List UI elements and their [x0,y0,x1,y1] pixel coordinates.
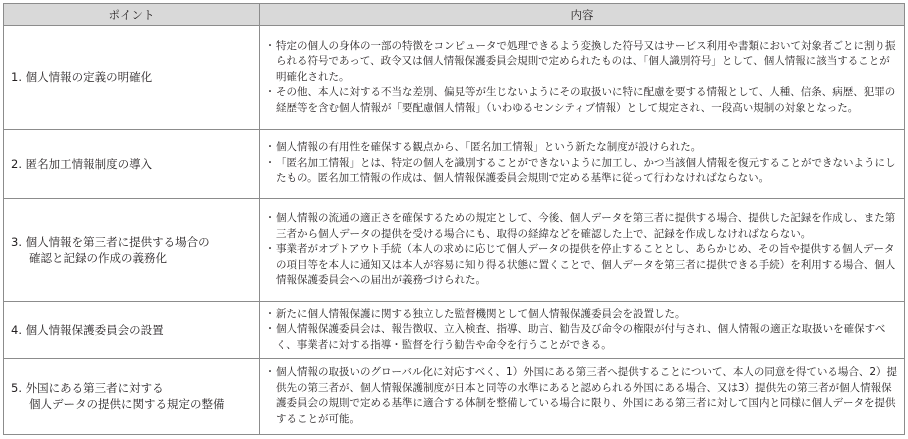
content-cell [260,26,905,130]
content-column-header: 内容 [260,4,905,26]
point-label: 1. 個人情報の定義の明確化 [11,70,153,85]
content-cell [260,358,905,434]
bullet-mark: ・ [264,323,276,336]
point-cell [4,358,260,434]
point-label: 3. 個人情報を第三者に提供する場合の [11,234,210,249]
point-label-continued: 確認と記録の作成の義務化 [29,250,167,265]
point-column-header: ポイント [4,4,260,26]
table-row [4,26,905,130]
bullet-item [264,39,898,86]
header-row [4,4,905,26]
bullet-text: 特定の個人の身体の一部の特徴をコンピュータで処理できるよう変換した符号又はサービス利用や書類において対象者ごとに割り振られる符号であって、政令又は個人情報保護委員会規則で定められたものは、「個人識別符号」として、個人情報に該当することが明確化された。 [276,39,896,83]
point-label: 5. 外国にある第三者に対する [11,381,164,396]
bullet-mark: ・ [264,141,276,154]
point-cell [4,302,260,359]
table-row [4,129,905,198]
content-cell [260,302,905,359]
bullet-text: 「匿名加工情報」とは、特定の個人を識別することができないように加工し、かつ当該個人情報を復元することができないようにしたもの。匿名加工情報の作成は、個人情報保護委員会規則で定める基準に従って行わなければならない。 [276,156,896,185]
bullet-item [264,211,898,242]
bullet-mark: ・ [264,39,276,52]
bullet-item [264,307,898,323]
point-label: 2. 匿名加工情報制度の導入 [11,156,153,171]
bullet-text: 事業者がオプトアウト手続（本人の求めに応じて個人データの提供を停止することとし、あらかじめ、その旨や提供する個人データの項目等を本人に通知又は本人が容易に知り得る状態に置くことで、個人データを第三者に提供できる手続）を利用する場合、個人情報保護委員会への届出が義務づけられた。 [276,243,896,287]
bullet-item [264,322,898,353]
bullet-text: 個人情報保護委員会は、報告徴収、立入検査、指導、助言、勧告及び命令の権限が付与され、個人情報の適正な取扱いを確保すべく、事業者に対する指導・監督を行う勧告や命令を行うことができる。 [276,323,886,351]
bullet-text: 個人情報の取扱いのグローバル化に対応すべく、1）外国にある第三者へ提供することについて、本人の同意を得ている場合、2）提供先の第三者が、個人情報保護制度が日本と同等の水準にあると認められる外国にある場合、又は3）提供先の第三者が個人情報保護委員会の規則で定める基準に適合する体制を整備している場合に限り、外国にある第三者に対して国内と同様に個人データを提供することが可能。 [276,366,897,425]
bullet-text: 個人情報の流通の適正さを確保するための規定として、今後、個人データを第三者に提供する場合、提供した記録を作成し、また第三者から個人データの提供を受ける場合にも、取得の経緯などを確認した上で、記録を作成しなければならない。 [276,212,896,240]
bullet-text: 新たに個人情報保護に関する独立した監督機関として個人情報保護委員会を設置した。 [276,307,686,320]
point-label-continued: 個人データの提供に関する規定の整備 [29,397,225,412]
content-cell [260,198,905,302]
bullet-item [264,365,898,427]
point-cell [4,26,260,130]
bullet-mark: ・ [264,307,276,320]
bullet-item [264,242,898,289]
point-cell [4,198,260,302]
bullet-mark: ・ [264,156,276,169]
table-row [4,302,905,359]
bullet-item [264,140,898,156]
bullet-mark: ・ [264,86,276,98]
table-row [4,358,905,434]
bullet-text: 個人情報の有用性を確保する観点から、「匿名加工情報」という新たな制度が設けられた。 [276,141,702,154]
point-label: 4. 個人情報保護委員会の設置 [11,322,164,337]
bullet-item [264,85,898,116]
content-cell [260,129,905,198]
bullet-text: その他、本人に対する不当な差別、偏見等が生じないようにその取扱いに特に配慮を要する情報として、人種、信条、病歴、犯罪の経歴等を含む個人情報が「要配慮個人情報」（いわゆるセンシティブ情報）として規定され、一段高い規制の対象となった。 [276,86,896,114]
bullet-item [264,156,898,187]
bullet-mark: ・ [264,212,276,225]
privacy-law-points-table [3,3,905,435]
point-cell [4,129,260,198]
bullet-mark: ・ [264,366,276,379]
bullet-mark: ・ [264,243,276,256]
table-row [4,198,905,302]
